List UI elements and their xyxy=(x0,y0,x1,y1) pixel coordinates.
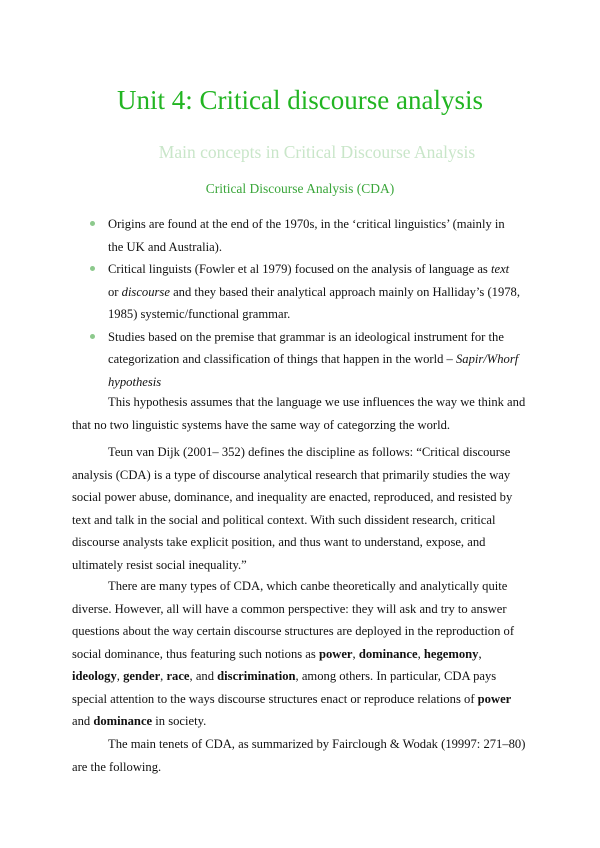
keyword-dominance: dominance xyxy=(93,714,153,728)
page-title: Unit 4: Critical discourse analysis xyxy=(117,85,483,115)
separator: , xyxy=(417,646,424,661)
paragraph-main-tenets xyxy=(72,733,527,778)
bullet-icon xyxy=(90,334,95,339)
separator: , and xyxy=(189,669,218,683)
paragraph-types-of-cda xyxy=(72,575,527,733)
keyword-hegemony: hegemony xyxy=(423,646,479,661)
keyword-gender: gender xyxy=(123,669,161,683)
emphasis-text: text xyxy=(490,262,510,276)
paragraph-text: in society. xyxy=(152,714,207,728)
bullet-text: or xyxy=(108,284,122,299)
paragraph-text: Teun van Dijk (2001– 352) defines the discipline as follows: “Critical discourse analysis (CDA) is a type of discourse analytical research that primarily studies the way social power abuse, dominance, and inequality are enacted, reproduced, and resisted by text and talk in the social and political context. With such dissident research, critical discourse analysts take explicit position, and thus want to understand, expose, and ultimately resist social inequality.” xyxy=(72,445,513,572)
keyword-discrimination: discrimination xyxy=(217,669,296,683)
bullet-text: Origins are found at the end of the 1970s, in the ‘critical linguistics’ (mainly in the UK and Australia). xyxy=(108,217,505,254)
keyword-power: power xyxy=(318,646,353,661)
keyword-power: power xyxy=(477,691,512,706)
paragraph-hypothesis xyxy=(72,391,527,436)
list-item xyxy=(0,213,520,258)
bullet-text: Critical linguists (Fowler et al 1979) focused on the analysis of language as xyxy=(108,262,491,276)
paragraph-text: The main tenets of CDA, as summarized by Fairclough & Wodak (19997: 271–80) are the following. xyxy=(72,737,526,774)
keyword-race: race xyxy=(166,669,190,683)
list-item xyxy=(0,326,520,394)
paragraph-text: There are many types of CDA, which canbe theoretically and analytically quite diverse. However, all will have a common perspective: they will ask and try to answer questions about the way certain discourse structures are deployed in the reproduction of social dominance, thus featuring such notions as xyxy=(72,579,515,661)
paragraph-text: This hypothesis assumes that the language we use influences the way we think and that no two linguistic systems have the same way of categorzing the world. xyxy=(72,395,526,432)
emphasis-discourse: discourse xyxy=(121,284,170,299)
keyword-ideology: ideology xyxy=(72,669,117,683)
separator: , xyxy=(352,646,359,661)
emphasis-hypothesis: Sapir/Whorf hypothesis xyxy=(108,352,519,389)
section-heading: Critical Discourse Analysis (CDA) xyxy=(205,181,395,196)
bullet-text: Studies based on the premise that grammar is an ideological instrument for the categorization and classification of things that happen in the world – xyxy=(108,329,504,366)
bullet-text: and they based their analytical approach mainly on Halliday’s (1978, 1985) systemic/functional grammar. xyxy=(108,284,520,321)
separator: , xyxy=(478,646,482,661)
bullet-list xyxy=(0,213,520,393)
separator: , xyxy=(116,669,124,683)
bullet-icon xyxy=(90,266,95,271)
bullet-icon xyxy=(90,221,95,226)
keyword-dominance: dominance xyxy=(358,646,418,661)
paragraph-text: , among others. In particular, CDA pays special attention to the ways discourse structures enact or reproduce relations of xyxy=(72,669,497,706)
paragraph-van-dijk xyxy=(72,441,527,576)
separator: , xyxy=(160,669,167,683)
list-item xyxy=(0,258,520,326)
page-subtitle: Main concepts in Critical Discourse Analysis xyxy=(158,142,476,162)
separator: and xyxy=(72,714,94,728)
